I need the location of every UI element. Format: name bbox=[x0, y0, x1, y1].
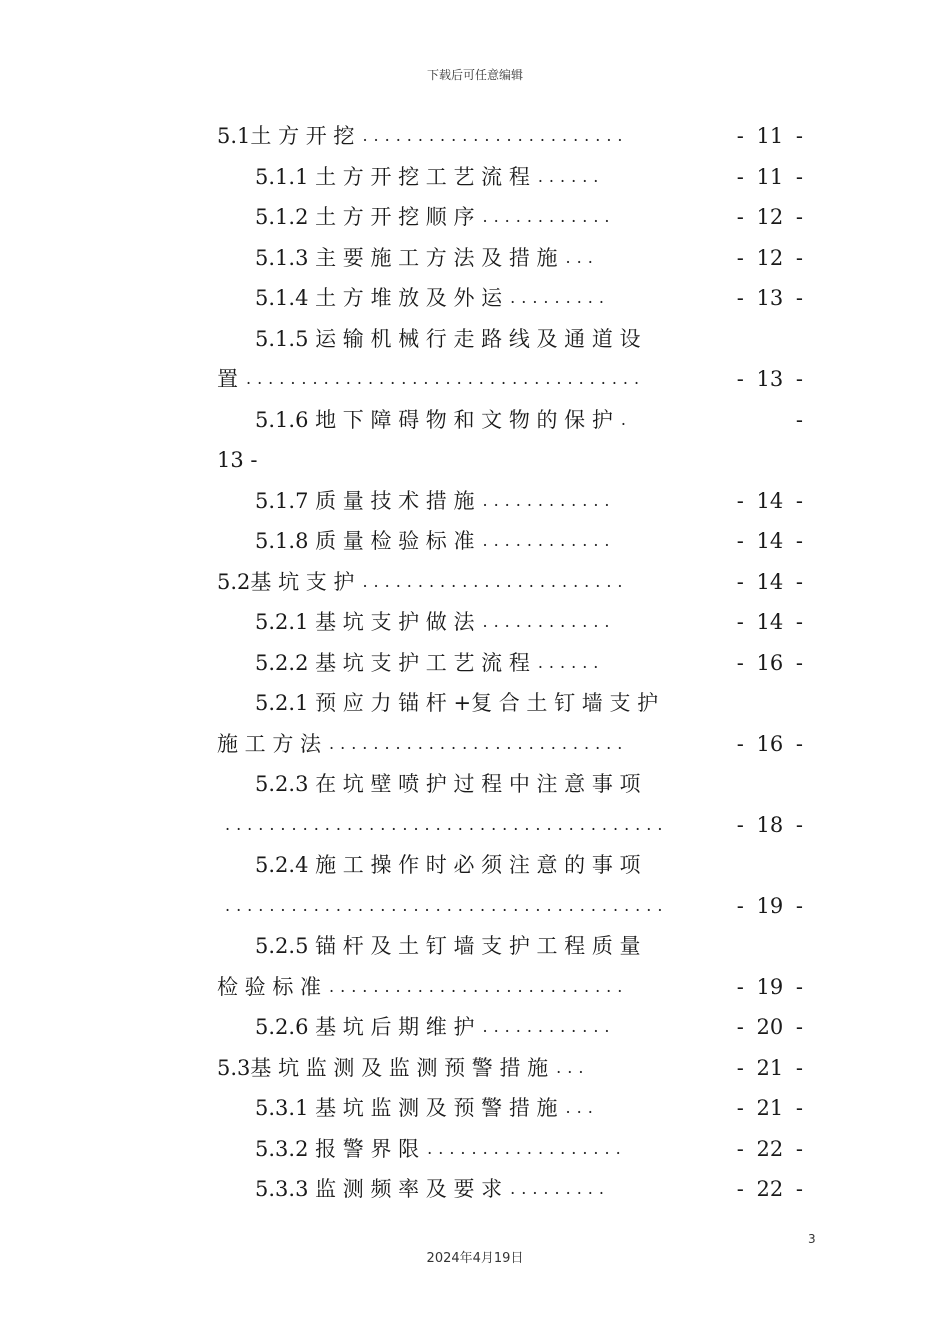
toc-entry-page-number: - 13 - bbox=[736, 367, 803, 391]
toc-entry[interactable] bbox=[217, 359, 803, 400]
toc-entry-page-number: - 14 - bbox=[736, 529, 803, 553]
toc-entry-title: 施 工 方 法 bbox=[217, 731, 322, 756]
toc-entry[interactable] bbox=[217, 157, 803, 198]
toc-entry-title: 5.2.6 基 坑 后 期 维 护 bbox=[255, 1015, 475, 1039]
toc-entry[interactable] bbox=[217, 319, 803, 360]
toc-entry[interactable] bbox=[217, 238, 803, 279]
toc-entry[interactable] bbox=[217, 724, 803, 765]
toc-entry-page-number: - 18 - bbox=[736, 812, 803, 837]
toc-entry[interactable] bbox=[217, 643, 803, 684]
toc-entry-page-number: - 21 - bbox=[736, 1055, 803, 1080]
toc-entry[interactable] bbox=[217, 278, 803, 319]
toc-entry[interactable] bbox=[217, 440, 803, 481]
toc-entry[interactable] bbox=[217, 764, 803, 805]
toc-entry-leader-dots: ... bbox=[565, 1098, 599, 1117]
toc-entry-page-number: - 11 - bbox=[736, 124, 803, 148]
toc-entry-page-number: - 19 - bbox=[736, 893, 803, 918]
toc-entry-title: 置 bbox=[217, 367, 238, 391]
toc-entry[interactable] bbox=[217, 197, 803, 238]
toc-entry[interactable] bbox=[217, 1088, 803, 1129]
toc-entry-leader-dots: ........................... bbox=[329, 733, 629, 753]
toc-entry-leader-dots: ......... bbox=[510, 288, 610, 307]
toc-entry-title: 5.2.5 锚 杆 及 土 钉 墙 支 护 工 程 质 量 bbox=[255, 934, 641, 958]
toc-entry-page-number: - 12 - bbox=[736, 205, 803, 229]
toc-entry-page-number: - 21 - bbox=[736, 1096, 803, 1120]
toc-entry-title: 5.2.2 基 坑 支 护 工 艺 流 程 bbox=[255, 650, 530, 675]
toc-entry-leader-dots: ........................................ bbox=[225, 814, 669, 834]
toc-entry-leader-dots: ............ bbox=[482, 207, 616, 226]
toc-entry-title: 5.1.1 土 方 开 挖 工 艺 流 程 bbox=[255, 164, 530, 189]
toc-entry[interactable] bbox=[217, 683, 803, 724]
toc-entry[interactable] bbox=[217, 521, 803, 562]
toc-entry-page-number: - 13 - bbox=[736, 286, 803, 310]
toc-entry[interactable] bbox=[217, 805, 803, 846]
toc-entry-page-number: - 14 - bbox=[736, 569, 803, 594]
toc-entry-title: 5.3基 坑 监 测 及 监 测 预 警 措 施 bbox=[217, 1055, 549, 1080]
toc-entry-leader-dots: ........................................ bbox=[225, 895, 669, 915]
toc-entry[interactable] bbox=[217, 602, 803, 643]
toc-entry-title: 5.1.6 地 下 障 碍 物 和 文 物 的 保 护 bbox=[255, 407, 613, 432]
toc-entry[interactable] bbox=[217, 1129, 803, 1170]
toc-entry[interactable] bbox=[217, 1169, 803, 1210]
toc-entry-leader-dots: . bbox=[620, 409, 632, 429]
toc-entry-title: 5.2.1 基 坑 支 护 做 法 bbox=[255, 610, 475, 634]
toc-entry-page-number: - 16 - bbox=[736, 650, 803, 675]
toc-entry-title: 5.1.7 质 量 技 术 措 施 bbox=[255, 488, 475, 513]
toc-entry-title: 5.1.3 主 要 施 工 方 法 及 措 施 bbox=[255, 245, 558, 270]
toc-entry-title: 5.3.1 基 坑 监 测 及 预 警 措 施 bbox=[255, 1096, 558, 1120]
toc-entry-page-number: - 12 - bbox=[736, 245, 803, 270]
toc-entry-page-number: - 19 - bbox=[736, 974, 803, 999]
toc-entry-title: 5.1.2 土 方 开 挖 顺 序 bbox=[255, 205, 475, 229]
toc-entry-title: 检 验 标 准 bbox=[217, 974, 322, 999]
toc-entry-leader-dots: ............ bbox=[482, 612, 616, 631]
toc-entry[interactable] bbox=[217, 926, 803, 967]
toc-entry-title: 13 - bbox=[217, 448, 258, 472]
toc-entry-page-number: - 16 - bbox=[736, 731, 803, 756]
table-of-contents bbox=[217, 116, 803, 1210]
toc-entry-title: 5.2.4 施 工 操 作 时 必 须 注 意 的 事 项 bbox=[255, 853, 641, 877]
toc-entry-leader-dots: .................. bbox=[427, 1138, 627, 1158]
toc-entry-title: 5.2.1 预 应 力 锚 杆 +复 合 土 钉 墙 支 护 bbox=[255, 691, 659, 715]
toc-entry-title: 5.2.3 在 坑 壁 喷 护 过 程 中 注 意 事 项 bbox=[255, 772, 641, 796]
page-header: 下载后可任意编辑 bbox=[426, 68, 523, 82]
toc-entry[interactable] bbox=[217, 481, 803, 522]
footer-date: 2024年4月19日 bbox=[426, 1251, 524, 1266]
toc-entry[interactable] bbox=[217, 967, 803, 1008]
toc-entry-leader-dots: ......... bbox=[510, 1179, 610, 1198]
toc-entry[interactable] bbox=[217, 116, 803, 157]
toc-entry[interactable] bbox=[217, 400, 803, 441]
toc-entry[interactable] bbox=[217, 1007, 803, 1048]
toc-entry-page-number: - 14 - bbox=[736, 488, 803, 513]
toc-entry-leader-dots: ........................... bbox=[329, 976, 629, 996]
toc-entry-leader-dots: ............ bbox=[482, 531, 616, 550]
toc-entry-title: 5.3.3 监 测 频 率 及 要 求 bbox=[255, 1177, 503, 1201]
toc-entry-title: 5.1.8 质 量 检 验 标 准 bbox=[255, 529, 475, 553]
toc-entry-title: 5.2基 坑 支 护 bbox=[217, 569, 355, 594]
toc-entry-leader-dots: ...... bbox=[537, 652, 605, 672]
page-number: 3 bbox=[808, 1232, 816, 1246]
toc-entry[interactable] bbox=[217, 562, 803, 603]
toc-entry-title: 5.3.2 报 警 界 限 bbox=[255, 1136, 420, 1161]
toc-entry[interactable] bbox=[217, 845, 803, 886]
toc-entry-leader-dots: ........................ bbox=[362, 126, 629, 145]
toc-entry-leader-dots: ............ bbox=[482, 490, 616, 510]
toc-entry-page-number: - 14 - bbox=[736, 610, 803, 634]
toc-entry-title: 5.1.5 运 输 机 械 行 走 路 线 及 通 道 设 bbox=[255, 326, 641, 351]
toc-entry-page-number: - bbox=[795, 407, 803, 432]
toc-entry-page-number: - 22 - bbox=[736, 1136, 803, 1161]
toc-entry-leader-dots: ... bbox=[565, 247, 599, 267]
toc-entry-leader-dots: ...... bbox=[537, 166, 605, 186]
toc-entry-title: 5.1.4 土 方 堆 放 及 外 运 bbox=[255, 286, 503, 310]
toc-entry[interactable] bbox=[217, 1048, 803, 1089]
toc-entry-page-number: - 11 - bbox=[736, 164, 803, 189]
toc-entry-title: 5.1土 方 开 挖 bbox=[217, 124, 355, 148]
toc-entry-leader-dots: ............ bbox=[482, 1017, 616, 1036]
toc-entry-leader-dots: .................................... bbox=[246, 369, 646, 388]
toc-entry[interactable] bbox=[217, 886, 803, 927]
toc-entry-page-number: - 22 - bbox=[736, 1177, 803, 1201]
toc-entry-leader-dots: ... bbox=[556, 1057, 590, 1077]
toc-entry-leader-dots: ........................ bbox=[362, 571, 629, 591]
toc-entry-page-number: - 20 - bbox=[736, 1015, 803, 1039]
